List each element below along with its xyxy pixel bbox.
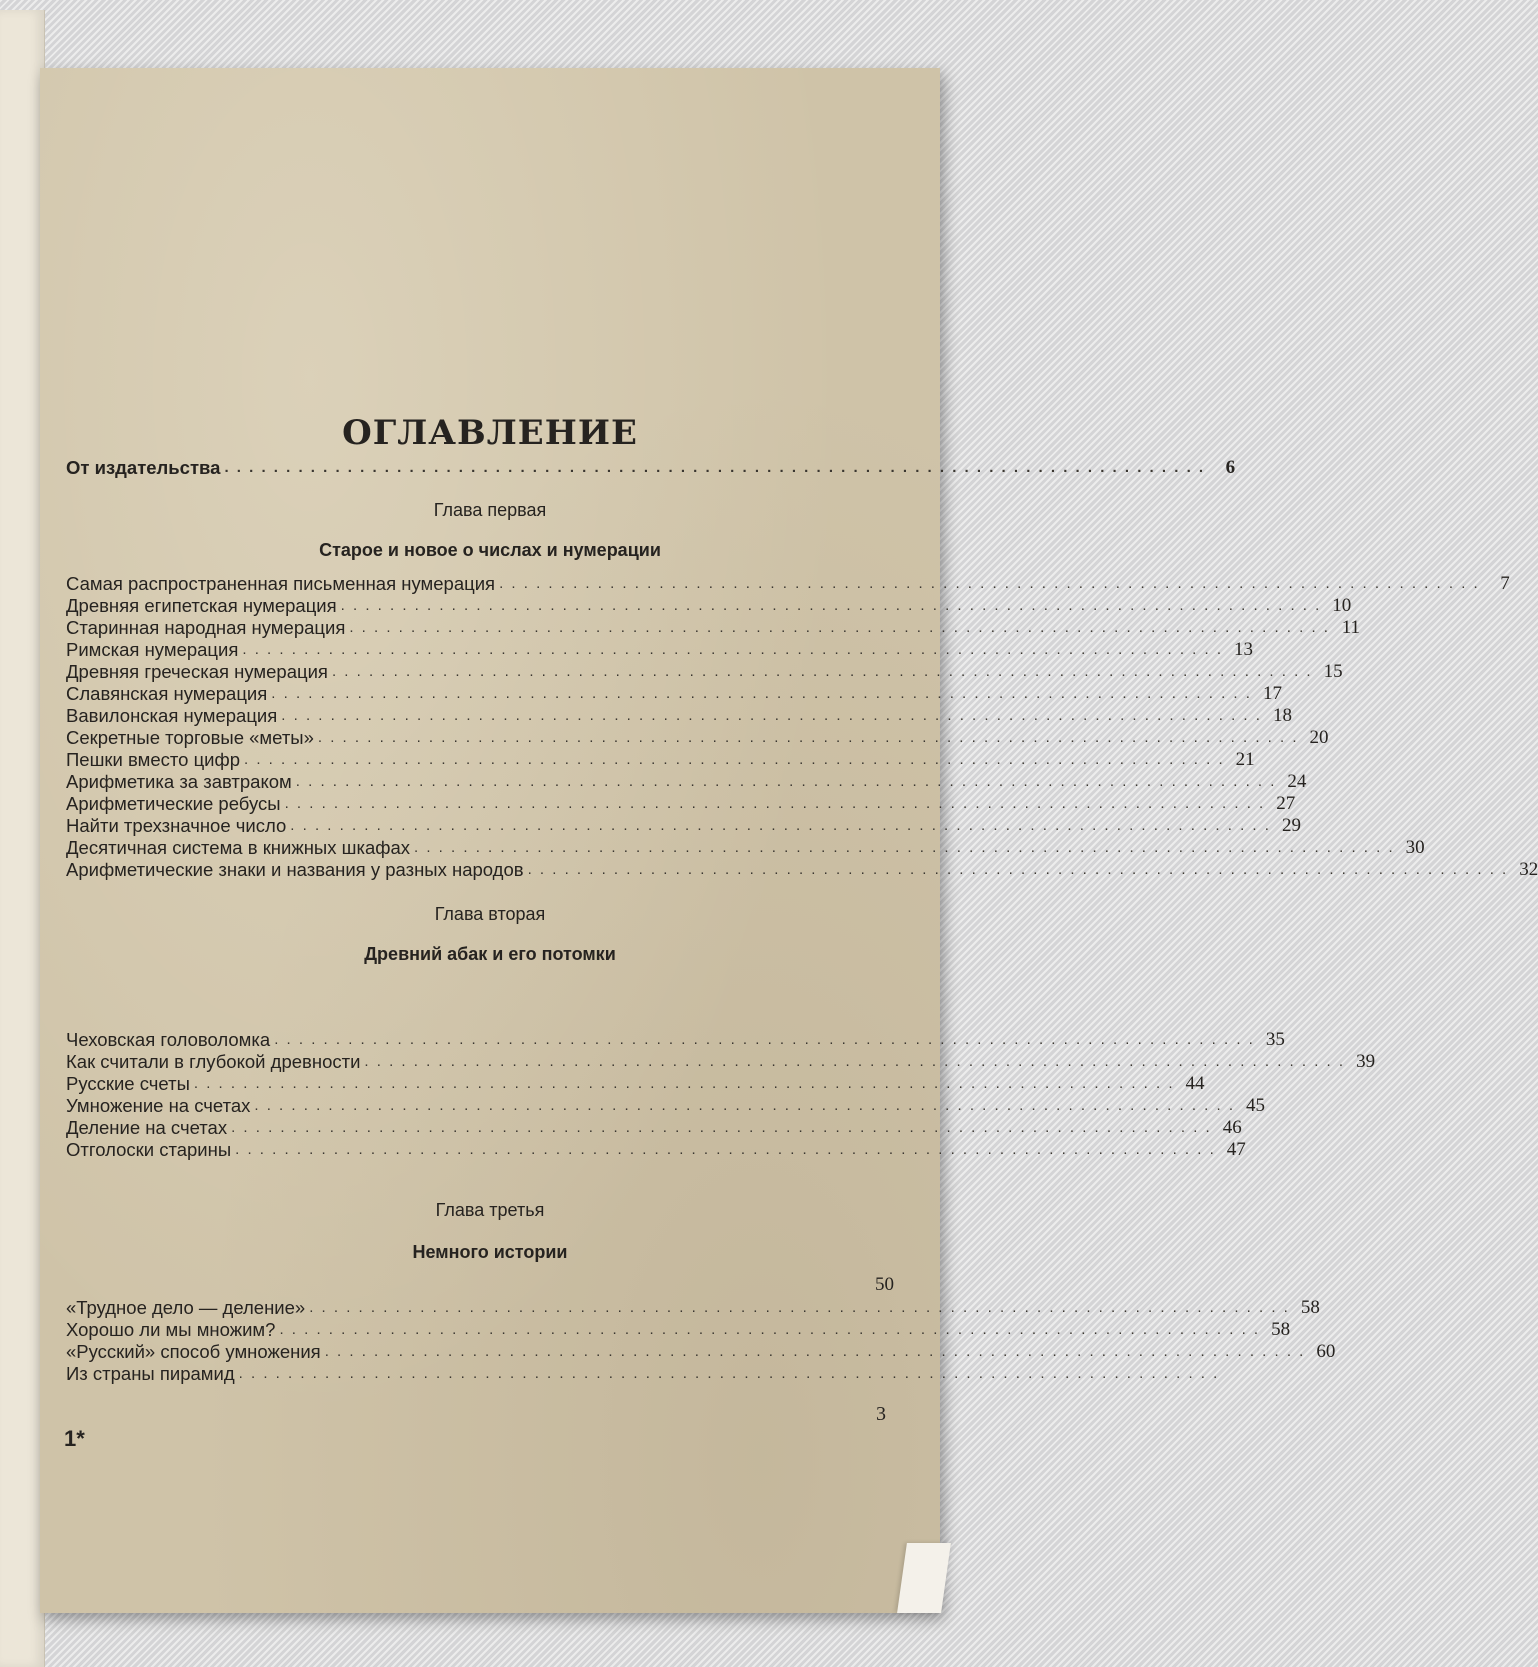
toc-entry-page: 35: [1265, 1029, 1285, 1050]
dot-leader: . . . . . . . . . . . . . . . . . . . . . . . . . . . . . . . . . . . . . . . . . . . . . . . . . . . . . . . . . . . . . . . . . . . . . . . . . . . . . . . .: [527, 861, 1509, 878]
toc-entry-page: 13: [1234, 639, 1254, 660]
toc-entry-label: Как считали в глубокой древности: [66, 1051, 361, 1072]
toc-entry: [66, 770, 1307, 794]
chapter-3-label: Глава третья: [435, 1200, 545, 1220]
toc-entry-label: От издательства: [66, 457, 221, 478]
toc-entry-page: 21: [1235, 749, 1255, 770]
dot-leader: . . . . . . . . . . . . . . . . . . . . . . . . . . . . . . . . . . . . . . . . . . . . . . . . . . . . . . . . . . . . . . . . . . . . . . . . . . . . . . . .: [238, 1365, 1220, 1382]
chapter-3-title: Немного истории: [412, 1242, 568, 1262]
toc-entry: [66, 1116, 1242, 1140]
toc-entry-label: Древняя египетская нумерация: [66, 595, 337, 616]
toc-entry-label: Славянская нумерация: [66, 683, 268, 704]
toc-entry-page: 45: [1246, 1095, 1266, 1116]
dot-leader: . . . . . . . . . . . . . . . . . . . . . . . . . . . . . . . . . . . . . . . . . . . . . . . . . . . . . . . . . . . . . . . . . . . . . . . . . . . . . . . .: [224, 459, 1206, 476]
dot-leader: . . . . . . . . . . . . . . . . . . . . . . . . . . . . . . . . . . . . . . . . . . . . . . . . . . . . . . . . . . . . . . . . . . . . . . . . . . . . . . . .: [193, 1075, 1175, 1092]
dot-leader: . . . . . . . . . . . . . . . . . . . . . . . . . . . . . . . . . . . . . . . . . . . . . . . . . . . . . . . . . . . . . . . . . . . . . . . . . . . . . . . .: [271, 685, 1252, 702]
dot-leader: . . . . . . . . . . . . . . . . . . . . . . . . . . . . . . . . . . . . . . . . . . . . . . . . . . . . . . . . . . . . . . . . . . . . . . . . . . . . . . . .: [231, 1119, 1212, 1136]
dot-leader: . . . . . . . . . . . . . . . . . . . . . . . . . . . . . . . . . . . . . . . . . . . . . . . . . . . . . . . . . . . . . . . . . . . . . . . . . . . . . . . .: [414, 839, 1395, 856]
toc-entry-label: Пешки вместо цифр: [66, 749, 241, 770]
toc-entry: [66, 660, 1343, 684]
dot-leader: . . . . . . . . . . . . . . . . . . . . . . . . . . . . . . . . . . . . . . . . . . . . . . . . . . . . . . . . . . . . . . . . . . . . . . . . . . . . . . . .: [284, 795, 1266, 812]
toc-entry-label: Деление на счетах: [66, 1117, 228, 1138]
toc-entry-label: «Трудное дело — деление»: [66, 1297, 306, 1318]
dot-leader: . . . . . . . . . . . . . . . . . . . . . . . . . . . . . . . . . . . . . . . . . . . . . . . . . . . . . . . . . . . . . . . . . . . . . . . . . . . . . . . .: [242, 641, 1224, 658]
torn-corner: [897, 1543, 951, 1613]
toc-entry-label: Древняя греческая нумерация: [66, 661, 328, 682]
dot-leader: . . . . . . . . . . . . . . . . . . . . . . . . . . . . . . . . . . . . . . . . . . . . . . . . . . . . . . . . . . . . . . . . . . . . . . . . . . . . . . . .: [324, 1343, 1306, 1360]
toc-entry-label: Арифметические знаки и названия у разных народов: [66, 859, 524, 880]
toc-entry: [66, 836, 1425, 860]
dot-leader: . . . . . . . . . . . . . . . . . . . . . . . . . . . . . . . . . . . . . . . . . . . . . . . . . . . . . . . . . . . . . . . . . . . . . . . . . . . . . . . .: [340, 597, 1322, 614]
toc-entry-page: 11: [1341, 617, 1360, 638]
toc-entry-page: 7: [1500, 573, 1510, 594]
chapter-1-title: Старое и новое о числах и нумерации: [319, 540, 661, 560]
dot-leader: . . . . . . . . . . . . . . . . . . . . . . . . . . . . . . . . . . . . . . . . . . . . . . . . . . . . . . . . . . . . . . . . . . . . . . . . . . . . . . . .: [331, 663, 1313, 680]
toc-entry-label: Римская нумерация: [66, 639, 239, 660]
toc-entry-label: Десятичная система в книжных шкафах: [66, 837, 411, 858]
toc-entry-page: 29: [1281, 815, 1301, 836]
toc-entry-label: Умножение на счетах: [66, 1095, 251, 1116]
dot-leader: . . . . . . . . . . . . . . . . . . . . . . . . . . . . . . . . . . . . . . . . . . . . . . . . . . . . . . . . . . . . . . . . . . . . . . . . . . . . . . . .: [235, 1141, 1216, 1158]
dot-leader: . . . . . . . . . . . . . . . . . . . . . . . . . . . . . . . . . . . . . . . . . . . . . . . . . . . . . . . . . . . . . . . . . . . . . . . . . . . . . . . .: [254, 1097, 1236, 1114]
toc-entry-page: 58: [1300, 1297, 1320, 1318]
toc-entry: [66, 594, 1352, 618]
toc-entry-page: 18: [1272, 705, 1292, 726]
toc-entry-page: 47: [1226, 1139, 1246, 1160]
dot-leader: . . . . . . . . . . . . . . . . . . . . . . . . . . . . . . . . . . . . . . . . . . . . . . . . . . . . . . . . . . . . . . . . . . . . . . . . . . . . . . . .: [364, 1053, 1346, 1070]
toc-entry-page: 20: [1309, 727, 1329, 748]
dot-leader: . . . . . . . . . . . . . . . . . . . . . . . . . . . . . . . . . . . . . . . . . . . . . . . . . . . . . . . . . . . . . . . . . . . . . . . . . . . . . . . .: [317, 729, 1299, 746]
toc-entry: [66, 704, 1292, 728]
toc-entry-page: 6: [1225, 457, 1236, 478]
toc-entry: [66, 1138, 1246, 1162]
toc-entry-label: Самая распространенная письменная нумерация: [66, 573, 496, 594]
toc-entry: [66, 1318, 1291, 1342]
dot-leader: . . . . . . . . . . . . . . . . . . . . . . . . . . . . . . . . . . . . . . . . . . . . . . . . . . . . . . . . . . . . . . . . . . . . . . . . . . . . . . . .: [290, 817, 1271, 834]
dot-leader: . . . . . . . . . . . . . . . . . . . . . . . . . . . . . . . . . . . . . . . . . . . . . . . . . . . . . . . . . . . . . . . . . . . . . . . . . . . . . . . .: [281, 707, 1262, 724]
toc-entry-page: 24: [1287, 771, 1307, 792]
signature-mark: 1*: [64, 1426, 85, 1451]
chapter-2-title: Древний абак и его потомки: [364, 944, 616, 964]
toc-entry: [66, 1072, 1205, 1096]
toc-entry: [66, 858, 1538, 882]
dot-leader: . . . . . . . . . . . . . . . . . . . . . . . . . . . . . . . . . . . . . . . . . . . . . . . . . . . . . . . . . . . . . . . . . . . . . . . . . . . . . . . .: [349, 619, 1330, 636]
toc-entry-label: Отголоски старины: [66, 1139, 232, 1160]
dot-leader: . . . . . . . . . . . . . . . . . . . . . . . . . . . . . . . . . . . . . . . . . . . . . . . . . . . . . . . . . . . . . . . . . . . . . . . . . . . . . . . .: [295, 773, 1277, 790]
toc-entry-label: «Русский» способ умножения: [66, 1341, 321, 1362]
toc-entry-page: 58: [1271, 1319, 1291, 1340]
toc-entry-intro: [66, 456, 1236, 480]
toc-entry: [66, 1094, 1266, 1118]
toc-entry-label: Русские счеты: [66, 1073, 190, 1094]
toc-entry-label: Из страны пирамид: [66, 1363, 235, 1384]
page-number: 3: [876, 1403, 886, 1425]
toc-entry-label: Хорошо ли мы множим?: [66, 1319, 276, 1340]
toc-entry-label: Найти трехзначное число: [66, 815, 287, 836]
toc-entry-page: 17: [1262, 683, 1282, 704]
toc-entry: [66, 814, 1301, 838]
dot-leader: . . . . . . . . . . . . . . . . . . . . . . . . . . . . . . . . . . . . . . . . . . . . . . . . . . . . . . . . . . . . . . . . . . . . . . . . . . . . . . . .: [279, 1321, 1261, 1338]
toc-entry-page: 15: [1323, 661, 1343, 682]
back-page-edge: [0, 10, 45, 1667]
toc-entry-label: Арифметика за завтраком: [66, 771, 292, 792]
toc-entry-page: 60: [1316, 1341, 1336, 1362]
toc-entry: [66, 1296, 1320, 1320]
dot-leader: . . . . . . . . . . . . . . . . . . . . . . . . . . . . . . . . . . . . . . . . . . . . . . . . . . . . . . . . . . . . . . . . . . . . . . . . . . . . . . . .: [244, 751, 1225, 768]
toc-entry-page: 46: [1222, 1117, 1242, 1138]
toc-entry-page: 30: [1405, 837, 1425, 858]
toc-entry-page: 27: [1276, 793, 1296, 814]
book-page: [40, 68, 1538, 1613]
dot-leader: . . . . . . . . . . . . . . . . . . . . . . . . . . . . . . . . . . . . . . . . . . . . . . . . . . . . . . . . . . . . . . . . . . . . . . . . . . . . . . . .: [309, 1299, 1290, 1316]
toc-entry-page: 39: [1356, 1051, 1376, 1072]
toc-entry: [66, 616, 1360, 640]
toc-entry: [66, 638, 1254, 662]
toc-entry-label: Арифметические ребусы: [66, 793, 281, 814]
toc-entry: [66, 1340, 1336, 1364]
toc-entry: [66, 572, 1510, 596]
toc-entry: [66, 792, 1296, 816]
toc-entry: [66, 1050, 1376, 1074]
toc-entry-page: 32: [1519, 859, 1538, 880]
dot-leader: . . . . . . . . . . . . . . . . . . . . . . . . . . . . . . . . . . . . . . . . . . . . . . . . . . . . . . . . . . . . . . . . . . . . . . . . . . . . . . . .: [274, 1031, 1255, 1048]
dot-leader: . . . . . . . . . . . . . . . . . . . . . . . . . . . . . . . . . . . . . . . . . . . . . . . . . . . . . . . . . . . . . . . . . . . . . . . . . . . . . . . .: [499, 575, 1480, 592]
toc-entry-label: Вавилонская нумерация: [66, 705, 278, 726]
toc-entry: [66, 1362, 1220, 1386]
toc-entry-label: Старинная народная нумерация: [66, 617, 346, 638]
toc-entry-page: 10: [1332, 595, 1352, 616]
toc-orphan-page: 50: [875, 1274, 894, 1295]
chapter-1-label: Глава первая: [433, 500, 547, 520]
toc-entry: [66, 748, 1255, 772]
toc-entry: [66, 726, 1329, 750]
page-title: ОГЛАВЛЕНИЕ: [342, 413, 638, 453]
toc-entry-page: 44: [1185, 1073, 1205, 1094]
toc-entry-label: Секретные торговые «меты»: [66, 727, 314, 748]
chapter-2-label: Глава вторая: [434, 904, 546, 924]
toc-entry: [66, 1028, 1285, 1052]
toc-entry-label: Чеховская головоломка: [66, 1029, 271, 1050]
toc-entry: [66, 682, 1282, 706]
